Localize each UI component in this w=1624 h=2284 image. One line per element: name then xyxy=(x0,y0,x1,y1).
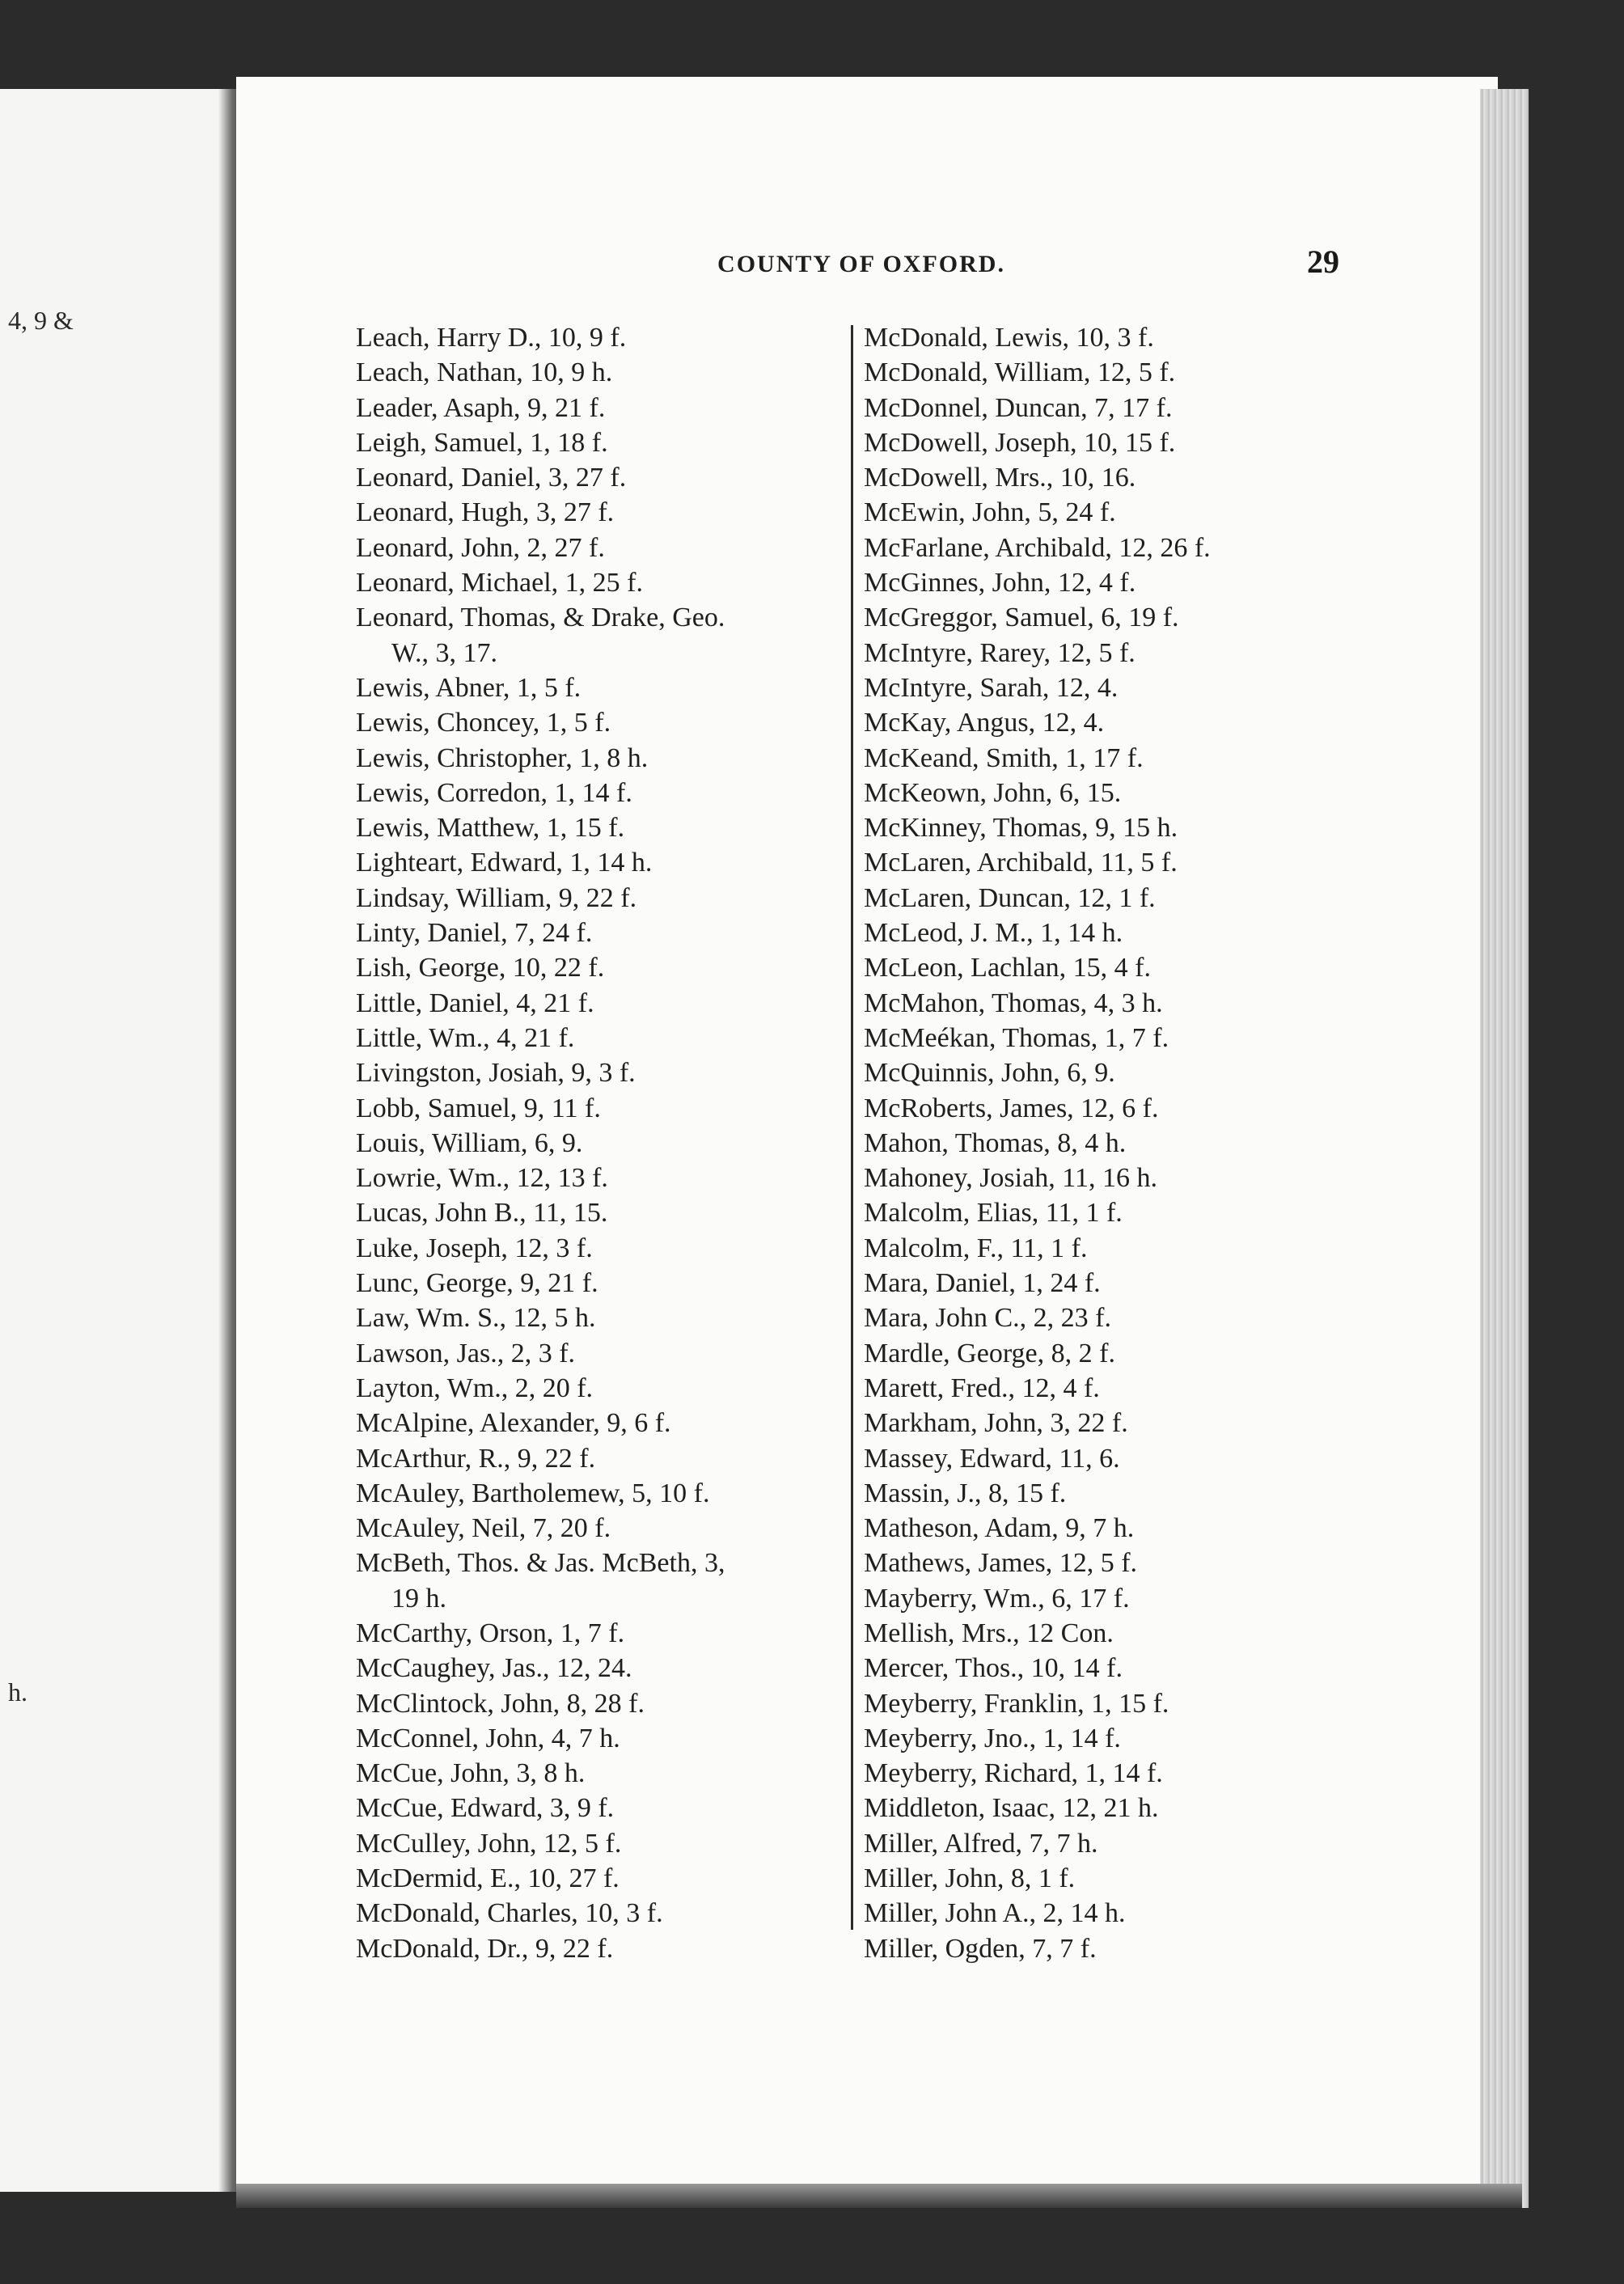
directory-entry: McKay, Angus, 12, 4. xyxy=(864,708,1105,738)
directory-entry: Leigh, Samuel, 1, 18 f. xyxy=(356,427,608,458)
directory-entry: McKinney, Thomas, 9, 15 h. xyxy=(864,813,1178,844)
directory-entry: Mellish, Mrs., 12 Con. xyxy=(864,1618,1114,1648)
directory-entry: McMahon, Thomas, 4, 3 h. xyxy=(864,988,1163,1018)
left-page xyxy=(0,89,235,2192)
directory-entry: McCarthy, Orson, 1, 7 f. xyxy=(356,1618,625,1648)
directory-entry: McLaren, Archibald, 11, 5 f. xyxy=(864,848,1178,878)
directory-entry: Leader, Asaph, 9, 21 f. xyxy=(356,392,606,423)
directory-entry: Leach, Nathan, 10, 9 h. xyxy=(356,357,613,388)
directory-entry: Mahon, Thomas, 8, 4 h. xyxy=(864,1127,1127,1158)
directory-entry: McArthur, R., 9, 22 f. xyxy=(356,1443,596,1474)
directory-entry: Little, Wm., 4, 21 f. xyxy=(356,1022,575,1053)
directory-entry: Little, Daniel, 4, 21 f. xyxy=(356,988,594,1018)
directory-entry: McLeon, Lachlan, 15, 4 f. xyxy=(864,953,1151,983)
directory-entry: McClintock, John, 8, 28 f. xyxy=(356,1688,645,1719)
directory-entry: Leonard, Michael, 1, 25 f. xyxy=(356,568,643,598)
directory-entry: 19 h. xyxy=(391,1583,446,1614)
directory-entry: McCue, John, 3, 8 h. xyxy=(356,1758,586,1789)
page-number: 29 xyxy=(1307,243,1339,280)
directory-entry: McRoberts, James, 12, 6 f. xyxy=(864,1093,1159,1123)
directory-entry: McMeékan, Thomas, 1, 7 f. xyxy=(864,1022,1169,1053)
directory-entry: McGreggor, Samuel, 6, 19 f. xyxy=(864,603,1179,633)
directory-entry: McConnel, John, 4, 7 h. xyxy=(356,1723,620,1753)
directory-entry: Lindsay, William, 9, 22 f. xyxy=(356,882,637,913)
directory-entry: Layton, Wm., 2, 20 f. xyxy=(356,1373,594,1403)
directory-entry: Mahoney, Josiah, 11, 16 h. xyxy=(864,1163,1157,1194)
right-column xyxy=(864,320,1317,1966)
directory-entry: Mardle, George, 8, 2 f. xyxy=(864,1338,1115,1368)
directory-entry: Massey, Edward, 11, 6. xyxy=(864,1443,1120,1474)
directory-entry: Meyberry, Richard, 1, 14 f. xyxy=(864,1758,1163,1789)
directory-entry: Lunc, George, 9, 21 f. xyxy=(356,1268,598,1299)
column-rule xyxy=(851,325,853,1930)
directory-entry: McKeown, John, 6, 15. xyxy=(864,777,1122,808)
directory-entry: Middleton, Isaac, 12, 21 h. xyxy=(864,1793,1159,1824)
directory-entry: Miller, John, 8, 1 f. xyxy=(864,1863,1076,1894)
directory-entry: Malcolm, F., 11, 1 f. xyxy=(864,1233,1088,1263)
directory-entry: Lucas, John B., 11, 15. xyxy=(356,1198,608,1229)
directory-entry: Louis, William, 6, 9. xyxy=(356,1127,583,1158)
directory-entry: Mara, Daniel, 1, 24 f. xyxy=(864,1268,1101,1299)
directory-entry: McDonald, Dr., 9, 22 f. xyxy=(356,1933,614,1964)
page-bottom-shadow xyxy=(236,2184,1522,2208)
directory-entry: McAuley, Bartholemew, 5, 10 f. xyxy=(356,1478,710,1508)
directory-entry: Livingston, Josiah, 9, 3 f. xyxy=(356,1058,636,1089)
directory-entry: McQuinnis, John, 6, 9. xyxy=(864,1058,1115,1089)
directory-entry: Leonard, Thomas, & Drake, Geo. xyxy=(356,603,725,633)
directory-entry: McIntyre, Sarah, 12, 4. xyxy=(864,672,1119,703)
directory-entry: McDonald, William, 12, 5 f. xyxy=(864,357,1176,388)
directory-entry: Lewis, Abner, 1, 5 f. xyxy=(356,672,582,703)
running-head: COUNTY OF OXFORD. xyxy=(717,251,1005,277)
directory-entry: Matheson, Adam, 9, 7 h. xyxy=(864,1513,1135,1544)
directory-entry: McAlpine, Alexander, 9, 6 f. xyxy=(356,1408,671,1439)
directory-entry: McFarlane, Archibald, 12, 26 f. xyxy=(864,532,1211,563)
directory-entry: McLaren, Duncan, 12, 1 f. xyxy=(864,882,1156,913)
directory-entry: McDonnel, Duncan, 7, 17 f. xyxy=(864,392,1173,423)
directory-entry: Mayberry, Wm., 6, 17 f. xyxy=(864,1583,1130,1614)
directory-entry: Lewis, Matthew, 1, 15 f. xyxy=(356,813,625,844)
directory-entry: McGinnes, John, 12, 4 f. xyxy=(864,568,1136,598)
directory-entry: McIntyre, Rarey, 12, 5 f. xyxy=(864,637,1136,668)
directory-entry: McDonald, Lewis, 10, 3 f. xyxy=(864,323,1154,353)
directory-entry: Meyberry, Jno., 1, 14 f. xyxy=(864,1723,1121,1753)
left-page-fragment: h. xyxy=(8,1677,27,1707)
directory-entry: Mathews, James, 12, 5 f. xyxy=(864,1548,1138,1579)
page-edges xyxy=(1480,89,1529,2208)
directory-entry: McEwin, John, 5, 24 f. xyxy=(864,497,1116,528)
left-column xyxy=(356,320,857,1966)
left-page-fragment: 4, 9 & xyxy=(8,306,74,335)
directory-entry: Lewis, Corredon, 1, 14 f. xyxy=(356,777,632,808)
directory-entry: Lawson, Jas., 2, 3 f. xyxy=(356,1338,576,1368)
directory-entry: Leonard, John, 2, 27 f. xyxy=(356,532,605,563)
directory-entry: McBeth, Thos. & Jas. McBeth, 3, xyxy=(356,1548,725,1579)
directory-entry: McDermid, E., 10, 27 f. xyxy=(356,1863,620,1894)
directory-entry: Leach, Harry D., 10, 9 f. xyxy=(356,323,627,353)
directory-entry: Massin, J., 8, 15 f. xyxy=(864,1478,1067,1508)
directory-entry: McCulley, John, 12, 5 f. xyxy=(356,1828,622,1859)
directory-entry: McAuley, Neil, 7, 20 f. xyxy=(356,1513,611,1544)
directory-entry: Miller, Alfred, 7, 7 h. xyxy=(864,1828,1098,1859)
directory-entry: Miller, John A., 2, 14 h. xyxy=(864,1898,1126,1929)
directory-entry: Lewis, Choncey, 1, 5 f. xyxy=(356,708,611,738)
directory-entry: Lewis, Christopher, 1, 8 h. xyxy=(356,742,649,773)
directory-entry: Malcolm, Elias, 11, 1 f. xyxy=(864,1198,1123,1229)
directory-entry: McCaughey, Jas., 12, 24. xyxy=(356,1653,632,1684)
directory-entry: Luke, Joseph, 12, 3 f. xyxy=(356,1233,593,1263)
directory-entry: W., 3, 17. xyxy=(391,637,497,668)
directory-entry: McDonald, Charles, 10, 3 f. xyxy=(356,1898,663,1929)
directory-entry: McLeod, J. M., 1, 14 h. xyxy=(864,918,1123,949)
directory-entry: McKeand, Smith, 1, 17 f. xyxy=(864,742,1144,773)
directory-entry: Linty, Daniel, 7, 24 f. xyxy=(356,918,593,949)
directory-entry: Law, Wm. S., 12, 5 h. xyxy=(356,1303,596,1334)
directory-entry: Mara, John C., 2, 23 f. xyxy=(864,1303,1111,1334)
directory-entry: Leonard, Daniel, 3, 27 f. xyxy=(356,463,627,493)
directory-entry: McDowell, Joseph, 10, 15 f. xyxy=(864,427,1176,458)
directory-entry: Lobb, Samuel, 9, 11 f. xyxy=(356,1093,601,1123)
directory-entry: McDowell, Mrs., 10, 16. xyxy=(864,463,1136,493)
directory-entry: Miller, Ogden, 7, 7 f. xyxy=(864,1933,1097,1964)
directory-entry: Meyberry, Franklin, 1, 15 f. xyxy=(864,1688,1169,1719)
directory-entry: McCue, Edward, 3, 9 f. xyxy=(356,1793,615,1824)
directory-entry: Lighteart, Edward, 1, 14 h. xyxy=(356,848,653,878)
directory-entry: Leonard, Hugh, 3, 27 f. xyxy=(356,497,615,528)
directory-entry: Mercer, Thos., 10, 14 f. xyxy=(864,1653,1123,1684)
directory-entry: Lowrie, Wm., 12, 13 f. xyxy=(356,1163,608,1194)
directory-entry: Lish, George, 10, 22 f. xyxy=(356,953,605,983)
directory-entry: Marett, Fred., 12, 4 f. xyxy=(864,1373,1100,1403)
directory-entry: Markham, John, 3, 22 f. xyxy=(864,1408,1128,1439)
